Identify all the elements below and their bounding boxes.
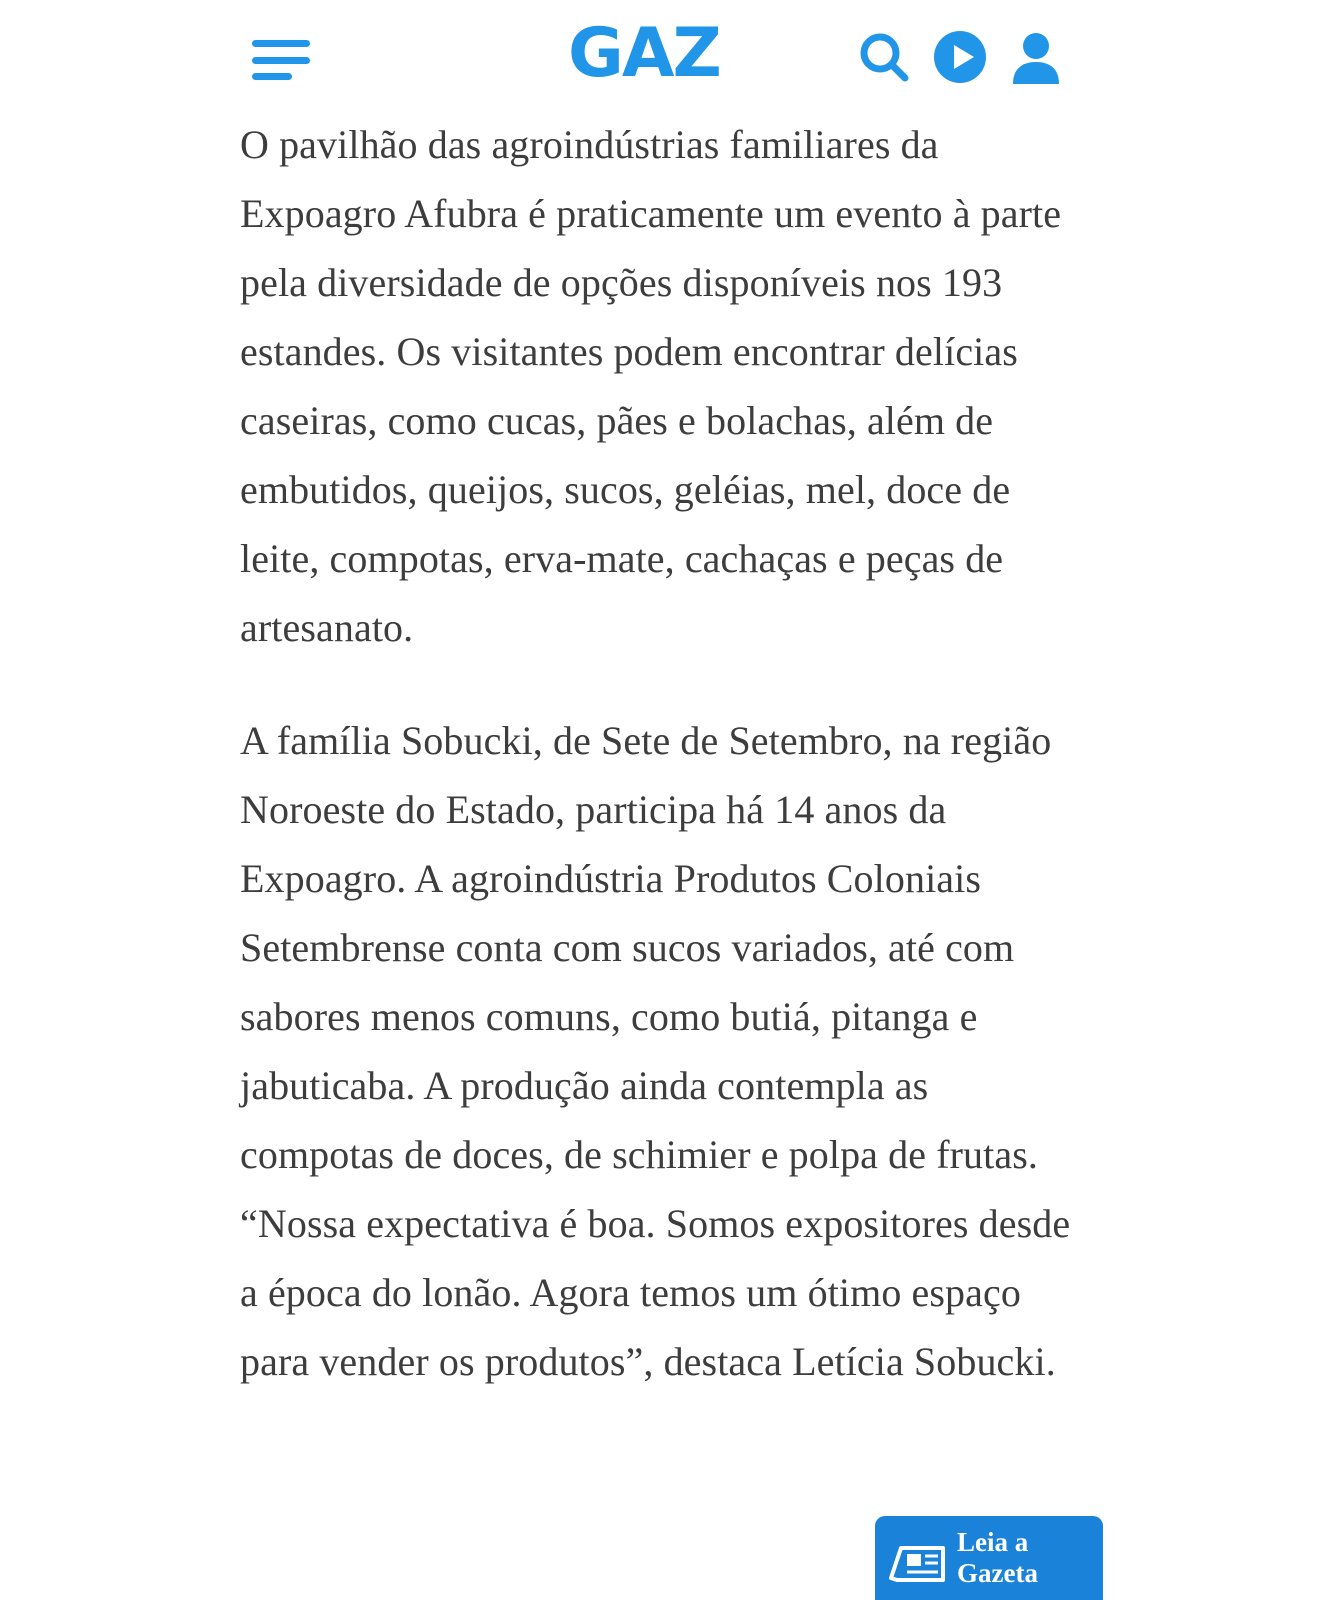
- article-body: [0, 110, 1325, 1396]
- promo-line-1: Leia a: [957, 1527, 1029, 1557]
- hamburger-line: [252, 57, 310, 64]
- article-paragraph: O pavilhão das agroindústrias familiares da Expoagro Afubra é praticamente um evento à parte pela diversidade de opções disponíveis nos 193 estandes. Os visitantes podem encontrar delícias caseiras, como cucas, pães e bolachas, além de embutidos, queijos, sucos, geléias, mel, doce de leite, compotas, erva-mate, cachaças e peças de artesanato.: [240, 122, 1062, 650]
- hamburger-line: [252, 73, 292, 80]
- user-icon[interactable]: [1005, 26, 1067, 88]
- read-gazeta-promo[interactable]: [875, 1516, 1103, 1600]
- site-header: [0, 0, 1325, 110]
- article-paragraph: A família Sobucki, de Sete de Setembro, na região Noroeste do Estado, participa há 14 anos da Expoagro. A agroindústria Produtos Coloniais Setembrense conta com sucos variados, até com sabores menos comuns, como butiá, pitanga e jabuticaba. A produção ainda contempla as compotas de doces, de schimier e polpa de frutas. “Nossa expectativa é boa. Somos expositores desde a época do lonão. Agora temos um ótimo espaço para vender os produtos”, destaca Letícia Sobucki.: [240, 718, 1071, 1384]
- hamburger-line: [252, 40, 310, 47]
- header-actions: [853, 26, 1067, 88]
- search-icon[interactable]: [853, 26, 915, 88]
- site-logo[interactable]: GAZ: [568, 14, 720, 93]
- hamburger-icon[interactable]: [252, 36, 310, 80]
- promo-text: [957, 1527, 1038, 1589]
- play-circle-icon[interactable]: [929, 26, 991, 88]
- newspaper-icon: [887, 1529, 947, 1587]
- promo-line-2: Gazeta: [957, 1558, 1038, 1588]
